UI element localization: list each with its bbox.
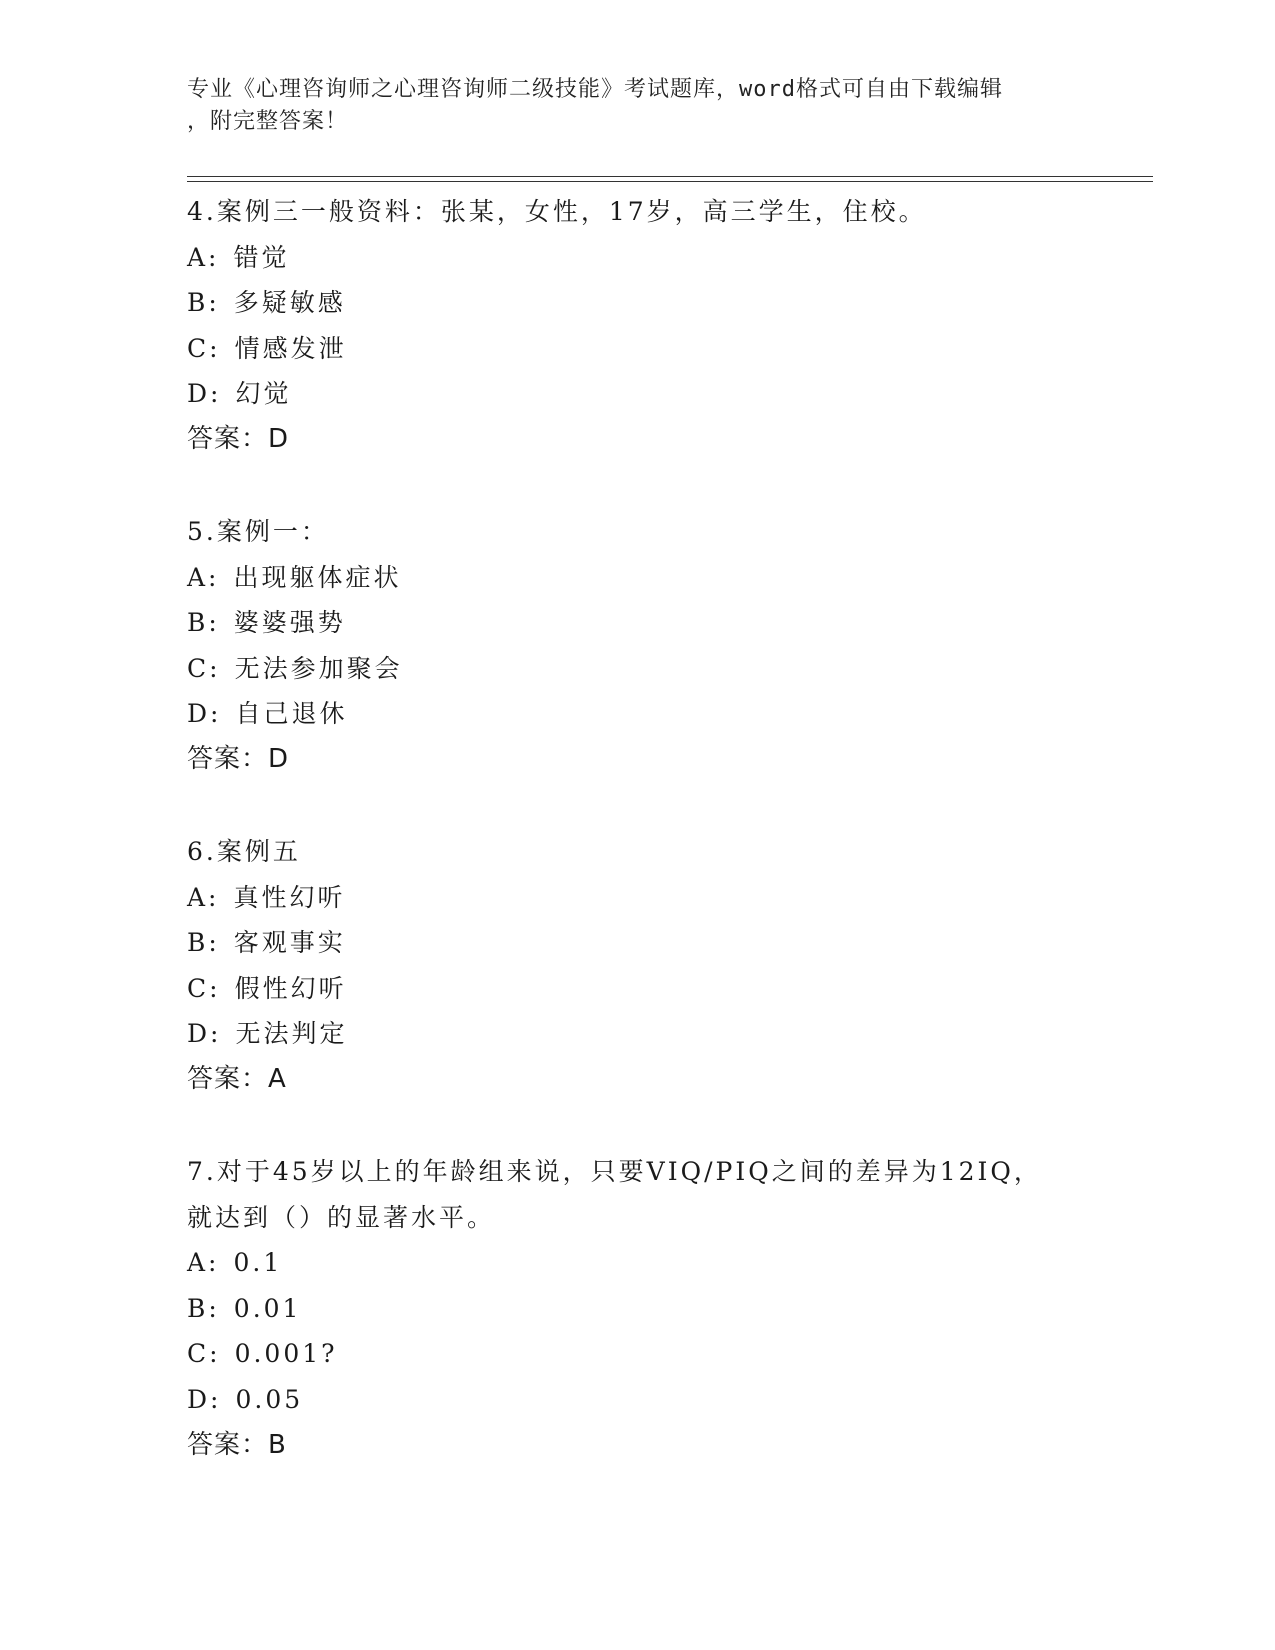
option-text: 自己退休 xyxy=(235,699,348,729)
option-text: 出现躯体症状 xyxy=(233,562,402,592)
option-text: 错觉 xyxy=(233,242,290,272)
option-text: 假性幻听 xyxy=(234,973,347,1003)
option-d xyxy=(187,691,1147,737)
option-b xyxy=(187,600,1147,646)
option-key: C: xyxy=(187,333,221,363)
answer-line: 答案：D xyxy=(187,423,290,454)
option-text: 无法判定 xyxy=(235,1019,348,1049)
option-text: 0.05 xyxy=(235,1384,304,1414)
option-key: B: xyxy=(187,928,220,958)
option-key: D: xyxy=(187,1019,222,1049)
question-stem: 6.案例五 xyxy=(187,837,301,866)
option-c xyxy=(187,646,1147,692)
answer-line: 答案：A xyxy=(187,1063,287,1094)
header-line: ，附完整答案！ xyxy=(187,109,349,134)
option-a xyxy=(187,875,1147,921)
option-d xyxy=(187,1011,1147,1057)
option-key: C: xyxy=(187,973,221,1003)
option-a xyxy=(187,555,1147,601)
header-line: 专业《心理咨询师之心理咨询师二级技能》考试题库，word格式可自由下载编辑 xyxy=(187,77,1003,102)
option-text: 0.001? xyxy=(234,1339,338,1369)
option-a xyxy=(187,1240,1147,1286)
option-c xyxy=(187,326,1147,372)
option-key: A: xyxy=(187,882,220,912)
option-b xyxy=(187,280,1147,326)
option-text: 0.1 xyxy=(233,1248,283,1278)
option-c xyxy=(187,1331,1147,1377)
question-stem: 7.对于45岁以上的年龄组来说，只要VIQ/PIQ之间的差异为12IQ， xyxy=(187,1157,1042,1186)
option-c xyxy=(187,966,1147,1012)
question-stem: 4.案例三一般资料：张某，女性，17岁，高三学生，住校。 xyxy=(187,197,927,226)
option-text: 多疑敏感 xyxy=(233,288,346,318)
divider-bottom xyxy=(187,181,1153,182)
question-4 xyxy=(187,189,1147,463)
option-key: A: xyxy=(187,562,220,592)
option-b xyxy=(187,1286,1147,1332)
option-a xyxy=(187,235,1147,281)
option-d xyxy=(187,1377,1147,1423)
option-key: D: xyxy=(187,699,222,729)
option-text: 幻觉 xyxy=(235,379,292,409)
answer-line: 答案：B xyxy=(187,1429,287,1460)
document-header xyxy=(187,74,1067,138)
option-text: 婆婆强势 xyxy=(233,608,346,638)
option-d xyxy=(187,371,1147,417)
option-key: D: xyxy=(187,379,222,409)
option-text: 情感发泄 xyxy=(234,333,347,363)
option-key: C: xyxy=(187,1339,221,1369)
question-stem: 5.案例一： xyxy=(187,517,329,546)
option-key: B: xyxy=(187,608,220,638)
question-5 xyxy=(187,509,1147,783)
option-text: 无法参加聚会 xyxy=(234,653,403,683)
option-text: 0.01 xyxy=(233,1293,302,1323)
option-key: C: xyxy=(187,653,221,683)
question-7 xyxy=(187,1149,1147,1468)
option-key: B: xyxy=(187,288,220,318)
option-text: 客观事实 xyxy=(233,928,346,958)
option-b xyxy=(187,920,1147,966)
option-key: A: xyxy=(187,242,220,272)
option-key: D: xyxy=(187,1384,222,1414)
option-text: 真性幻听 xyxy=(233,882,346,912)
option-key: B: xyxy=(187,1293,220,1323)
divider-top xyxy=(187,176,1153,177)
option-key: A: xyxy=(187,1248,220,1278)
answer-line: 答案：D xyxy=(187,743,290,774)
question-stem-continued: 就达到（）的显著水平。 xyxy=(187,1202,496,1232)
question-6 xyxy=(187,829,1147,1103)
